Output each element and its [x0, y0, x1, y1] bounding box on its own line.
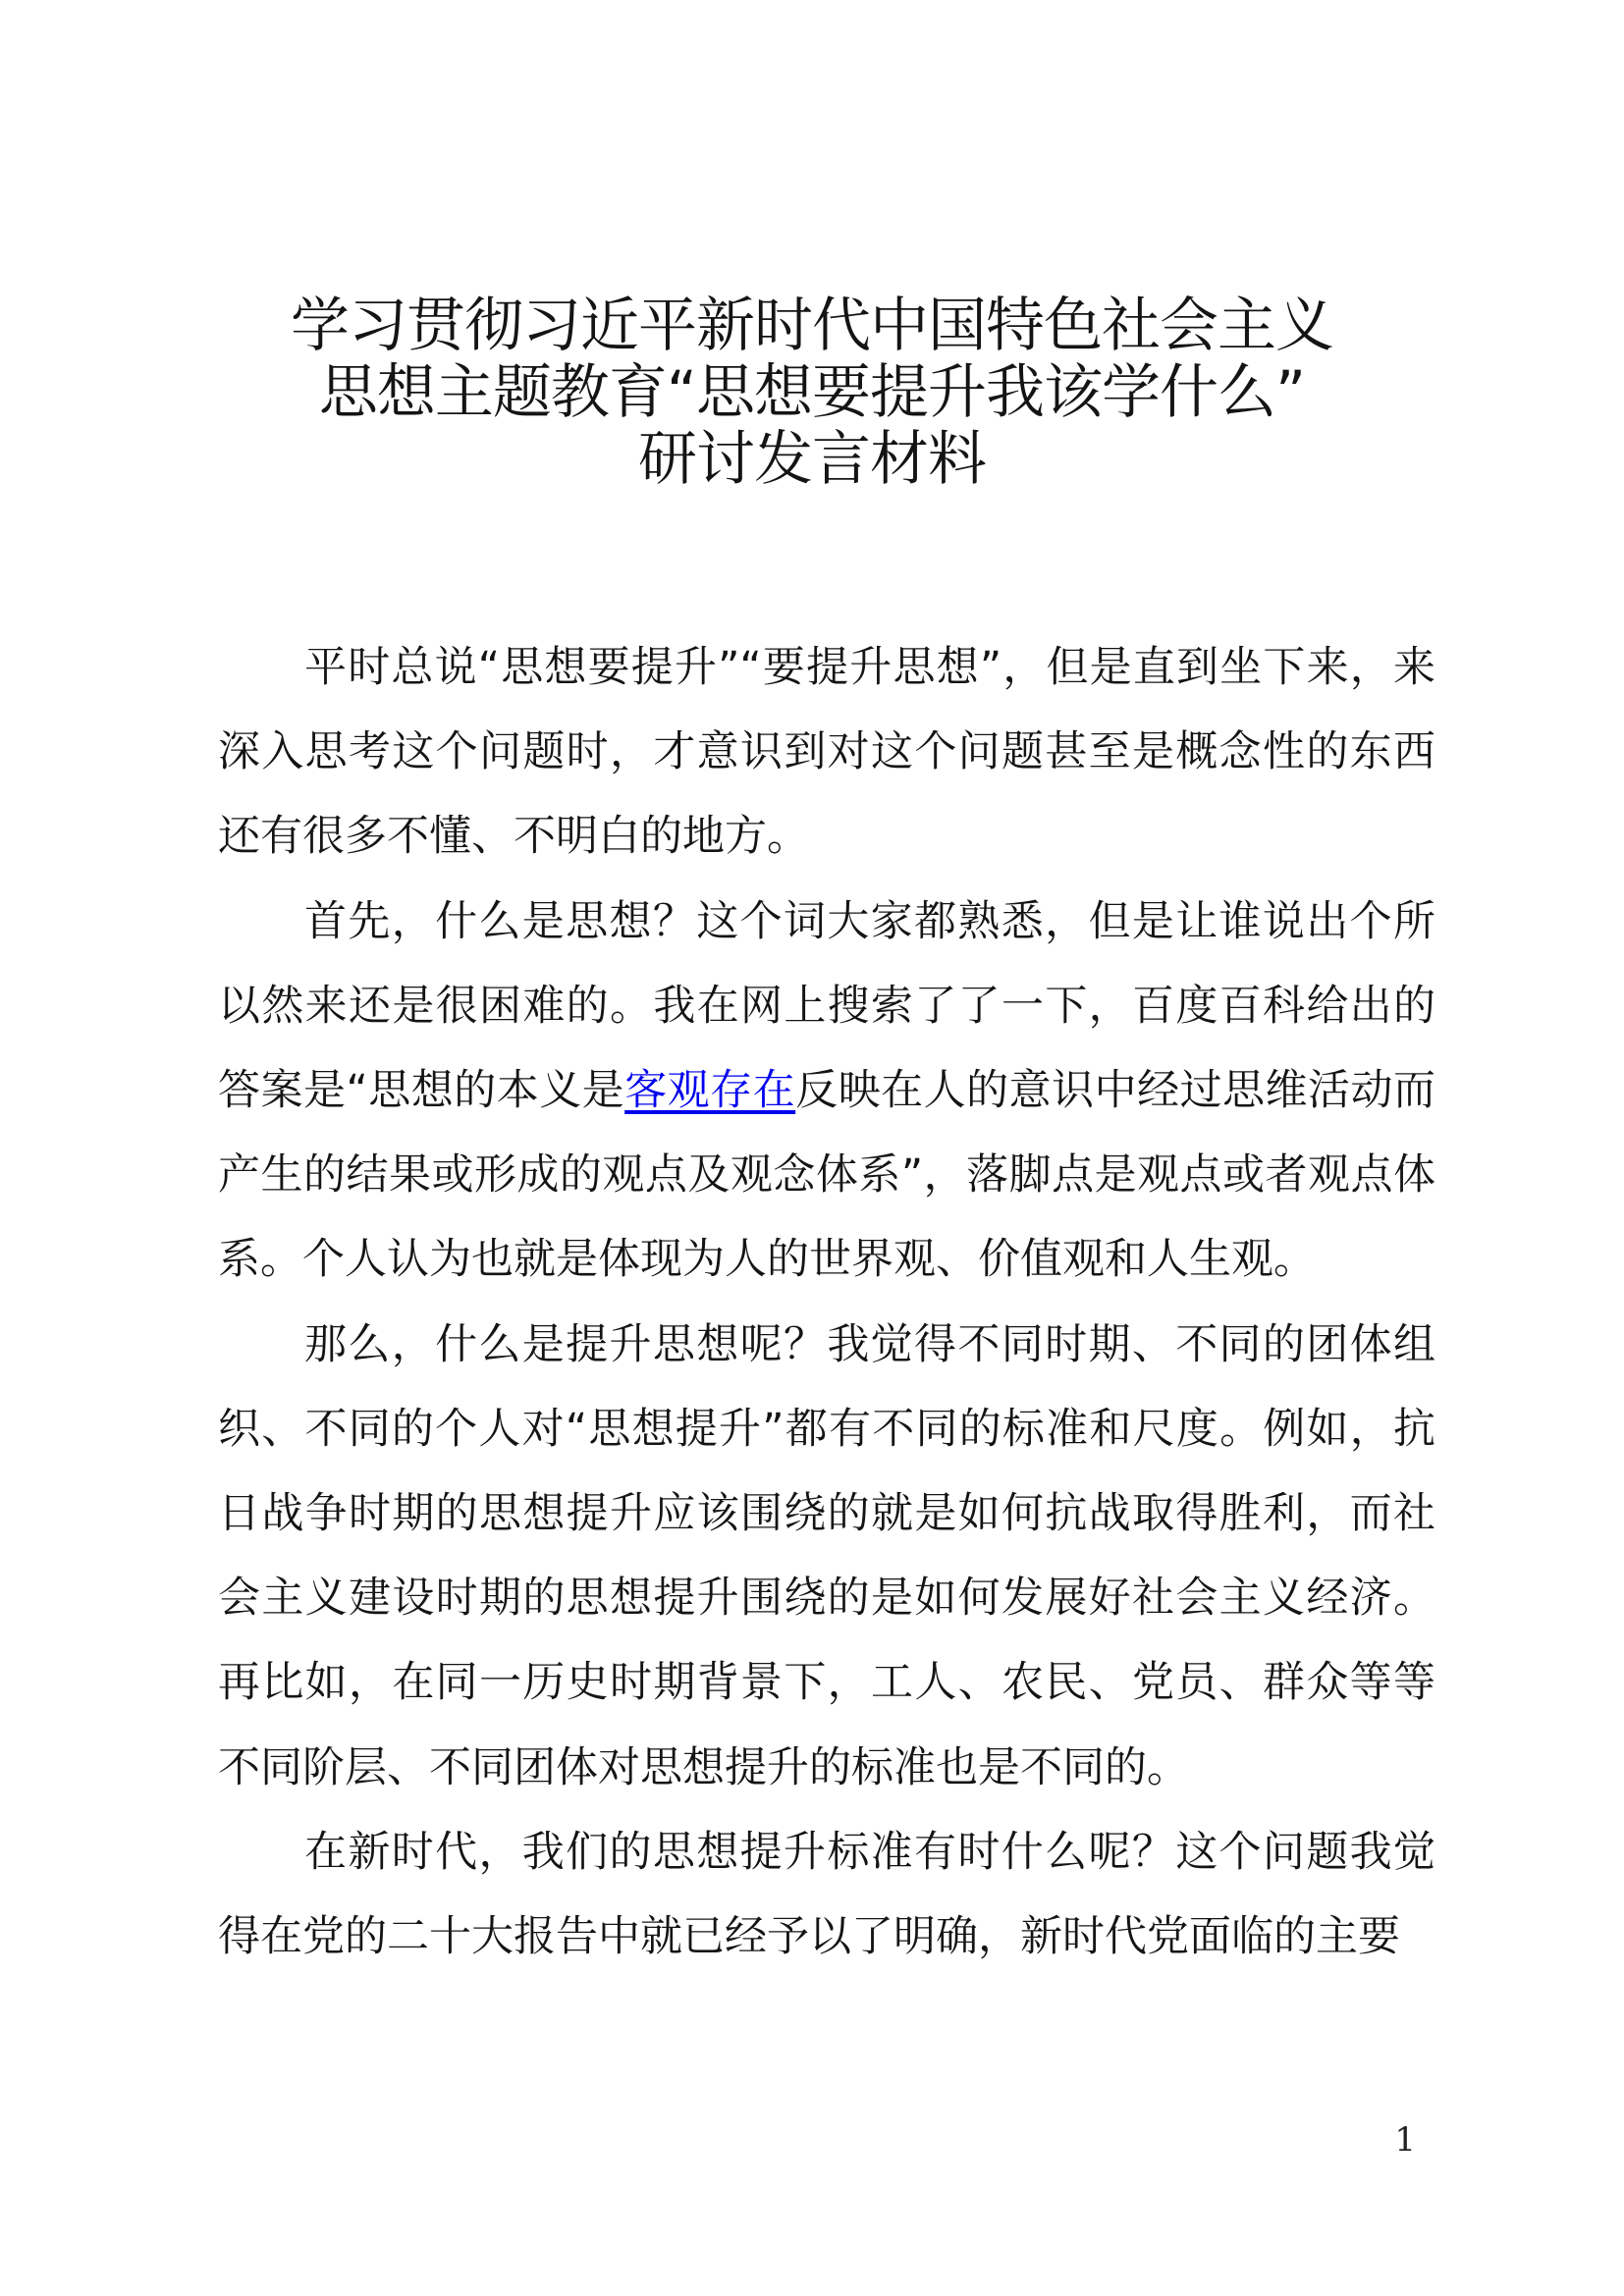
paragraph-what-is-thought	[218, 880, 1435, 1303]
title-line-3: 研讨发言材料	[638, 425, 986, 494]
title-line-2: 思想主题教育“思想要提升我该学什么”	[318, 358, 1306, 427]
paragraph-intro: 平时总说“思想要提升”“要提升思想”，但是直到坐下来，来深入思考这个问题时，才意识到对这个问题甚至是概念性的东西还有很多不懂、不明白的地方。	[218, 643, 1435, 862]
page-number: 1	[1394, 2120, 1416, 2160]
document-title	[196, 293, 1428, 493]
paragraph-text-before-link: 首先，什么是思想？这个词大家都熟悉，但是让谁说出个所以然来还是很困难的。我在网上搜索了了一下，百度百科给出的答案是“思想的本义是	[218, 896, 1435, 1116]
objective-existence-link[interactable]: 客观存在	[624, 1066, 796, 1116]
paragraph-what-is-improvement: 那么，什么是提升思想呢？我觉得不同时期、不同的团体组织、不同的个人对“思想提升”都有不同的标准和尺度。例如，抗日战争时期的思想提升应该围绕的就是如何抗战取得胜利，而社会主义建设时期的思想提升围绕的是如何发展好社会主义经济。再比如，在同一历史时期背景下，工人、农民、党员、群众等等不同阶层、不同团体对思想提升的标准也是不同的。	[218, 1319, 1435, 1792]
document-body	[218, 625, 1435, 1979]
title-line-1: 学习贯彻习近平新时代中国特色社会主义	[291, 292, 1333, 360]
paragraph-text-after-link: 反映在人的意识中经过思维活动而产生的结果或形成的观点及观念体系”，落脚点是观点或者观点体系。个人认为也就是体现为人的世界观、价值观和人生观。	[218, 1066, 1436, 1285]
paragraph-new-era: 在新时代，我们的思想提升标准有时什么呢？这个问题我觉得在党的二十大报告中就已经予以了明确，新时代党面临的主要	[218, 1827, 1435, 1962]
